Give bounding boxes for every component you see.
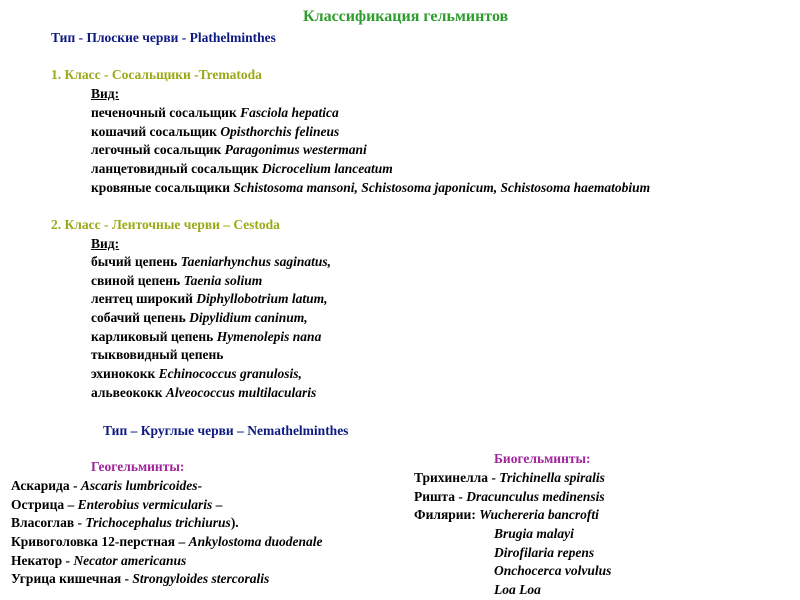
list-item: Угрица кишечная - Strongyloides stercoralis <box>11 571 270 587</box>
class1-species-label: Вид: <box>91 86 120 101</box>
list-item: собачий цепень Dipylidium caninum, <box>91 310 308 326</box>
list-item: эхинококк Echinococcus granulosis, <box>91 366 302 382</box>
list-item: Loa Loa <box>494 582 541 598</box>
list-item: Аскарида - Ascaris lumbricoides- <box>11 478 202 493</box>
list-item: Onchocerca volvulus <box>494 563 612 579</box>
list-item: кошачий сосальщик Opisthorchis felineus <box>91 123 340 139</box>
list-item: бычий цепень Taeniarhynchus saginatus, <box>91 254 331 269</box>
list-item: Трихинелла - Trichinella spiralis <box>414 470 605 485</box>
list-item: кровяные сосальщики Schistosoma mansoni, Schistosoma japonicum, Schistosoma haematobium <box>91 179 651 195</box>
list-item: тыквовидный цепень <box>91 347 224 363</box>
list-item: Филярии: Wuchereria bancrofti <box>414 507 599 523</box>
phylum-flatworms: Тип - Плоские черви - Plathelminthes <box>51 30 276 45</box>
list-item: лентец широкий Diphyllobotrium latum, <box>91 291 328 307</box>
list-item: альвеококк Alveococcus multilacularis <box>91 384 317 400</box>
biohelminths-heading: Биогельминты: <box>494 451 591 466</box>
geohelminths-heading: Геогельминты: <box>91 459 185 474</box>
filariae-list <box>494 525 611 600</box>
list-item: Острица – Enterobius vermicularis – <box>11 496 223 512</box>
biohelminths-list <box>414 469 605 525</box>
list-item: Brugia malayi <box>494 526 574 541</box>
list-item: Ришта - Dracunculus medinensis <box>414 488 605 504</box>
list-item: карликовый цепень Hymenolepis nana <box>91 328 322 344</box>
list-item: ланцетовидный сосальщик Dicrocelium lanceatum <box>91 161 393 177</box>
geohelminths-list <box>11 477 323 589</box>
trematoda-species-list <box>91 104 650 197</box>
page-title: Классификация гельминтов <box>303 8 509 25</box>
list-item: свиной цепень Taenia solium <box>91 272 263 288</box>
list-item: Власоглав - Trichocephalus trichiurus). <box>11 515 239 531</box>
class2-species-label: Вид: <box>91 236 120 251</box>
class-cestoda-heading: 2. Класс - Ленточные черви – Cestoda <box>51 217 280 232</box>
list-item: печеночный сосальщик Fasciola hepatica <box>91 105 339 120</box>
list-item: Некатор - Necator americanus <box>11 552 187 568</box>
class-trematoda-heading: 1. Класс - Сосальщики -Trematoda <box>51 67 262 82</box>
list-item: Кривоголовка 12-перстная – Ankylostoma duodenale <box>11 534 323 550</box>
phylum-roundworms: Тип – Круглые черви – Nemathelminthes <box>103 423 349 438</box>
cestoda-species-list <box>91 253 331 403</box>
list-item: легочный сосальщик Paragonimus westermani <box>91 142 367 158</box>
list-item: Dirofilaria repens <box>494 544 595 560</box>
